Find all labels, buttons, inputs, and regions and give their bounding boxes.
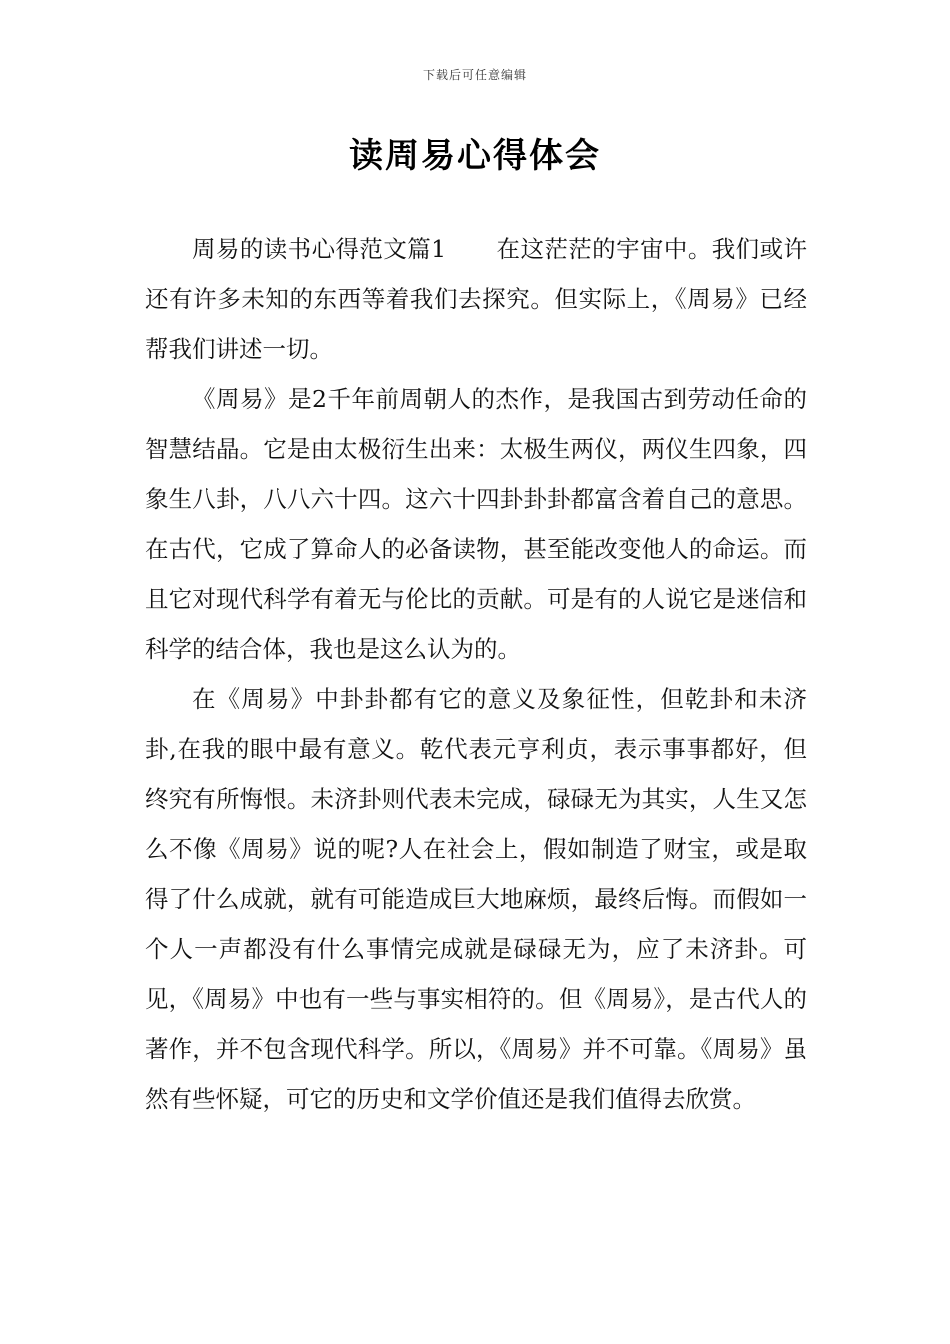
paragraph-2: 《周易》是2千年前周朝人的杰作，是我国古到劳动任命的智慧结晶。它是由太极衍生出来：太极生两仪，两仪生四象，四象生八卦，八八六十四。这六十四卦卦卦都富含着自己的意思。在古代，它成了算命人的必备读物，甚至能改变他人的命运。而且它对现代科学有着无与伦比的贡献。可是有的人说它是迷信和科学的结合体，我也是这么认为的。	[145, 385, 807, 663]
paragraph-3: 在《周易》中卦卦都有它的意义及象征性，但乾卦和未济卦,在我的眼中最有意义。乾代表元亨利贞，表示事事都好，但终究有所悔恨。未济卦则代表未完成，碌碌无为其实，人生又怎么不像《周易》说的呢?人在社会上，假如制造了财宝，或是取得了什么成就，就有可能造成巨大地麻烦，最终后悔。而假如一个人一声都没有什么事情完成就是碌碌无为，应了未济卦。可见，《周易》中也有一些与事实相符的。但《周易》，是古代人的著作，并不包含现代科学。所以，《周易》并不可靠。《周易》虽然有些怀疑，可它的历史和文学价值还是我们值得去欣赏。	[145, 685, 807, 1113]
paragraph-lead: 周易的读书心得范文篇1	[192, 235, 447, 263]
document-title: 读周易心得体会	[349, 136, 601, 176]
paragraph-text: 在这茫茫的宇宙中。我们或许还有许多未知的东西等着我们去探究。但实际上，《周易》已经帮我们讲述一切。	[145, 235, 808, 363]
document-body	[145, 224, 807, 1124]
header-note: 下载后可任意编辑	[422, 68, 527, 82]
paragraph-1	[145, 224, 807, 374]
